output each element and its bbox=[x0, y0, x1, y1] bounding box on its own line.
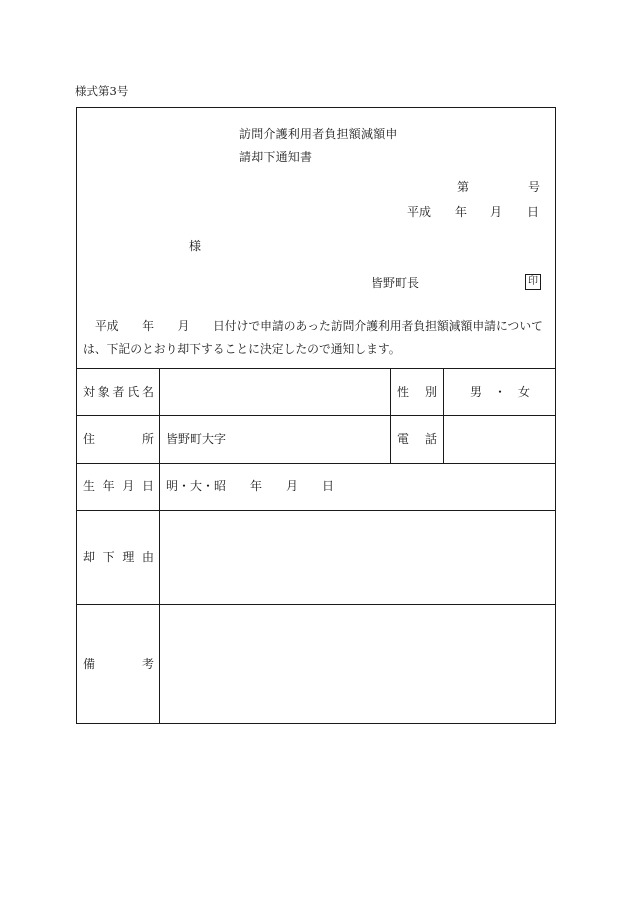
issue-date-year-unit: 年 bbox=[455, 205, 468, 219]
subject-name-label: 対 象 者 氏 名 bbox=[83, 385, 154, 399]
issue-date-month-unit: 月 bbox=[490, 205, 503, 219]
row-divider bbox=[77, 604, 555, 605]
issuer-name: 皆野町長 bbox=[371, 276, 420, 290]
gender-options: 男 ・ 女 bbox=[470, 385, 531, 399]
rejection-reason-label: 却 下 理 由 bbox=[83, 550, 154, 564]
addressee-honorific: 様 bbox=[189, 239, 202, 253]
row-divider bbox=[77, 463, 555, 464]
document-number-suffix: 号 bbox=[528, 180, 541, 194]
sub-value-divider bbox=[443, 368, 444, 463]
phone-label: 電 話 bbox=[397, 432, 437, 446]
table-top-rule bbox=[77, 368, 555, 369]
issue-date-era: 平成 bbox=[407, 205, 432, 219]
sub-label-divider bbox=[390, 368, 391, 463]
gender-label: 性 別 bbox=[397, 385, 437, 399]
label-column-divider bbox=[159, 368, 160, 723]
birthdate-label: 生 年 月 日 bbox=[83, 479, 154, 493]
row-divider bbox=[77, 510, 555, 511]
form-number: 様式第3号 bbox=[75, 84, 129, 98]
seal-stamp-box: 印 bbox=[525, 274, 541, 290]
issue-date-day-unit: 日 bbox=[527, 205, 540, 219]
document-title-line-1: 訪問介護利用者負担額減額申 bbox=[239, 127, 398, 141]
row-divider bbox=[77, 415, 555, 416]
notice-body: 平成 年 月 日付けで申請のあった訪問介護利用者負担額減額申請については、下記のとおり却下することに決定したので通知します。 bbox=[83, 319, 543, 356]
birthdate-value: 明・大・昭 年 月 日 bbox=[166, 479, 335, 493]
document-title-line-2: 請却下通知書 bbox=[239, 150, 313, 164]
address-label: 住 所 bbox=[83, 432, 154, 446]
notice-form bbox=[76, 107, 556, 724]
remarks-label: 備 考 bbox=[83, 657, 154, 671]
document-number-prefix: 第 bbox=[457, 180, 470, 194]
address-value: 皆野町大字 bbox=[166, 432, 227, 446]
